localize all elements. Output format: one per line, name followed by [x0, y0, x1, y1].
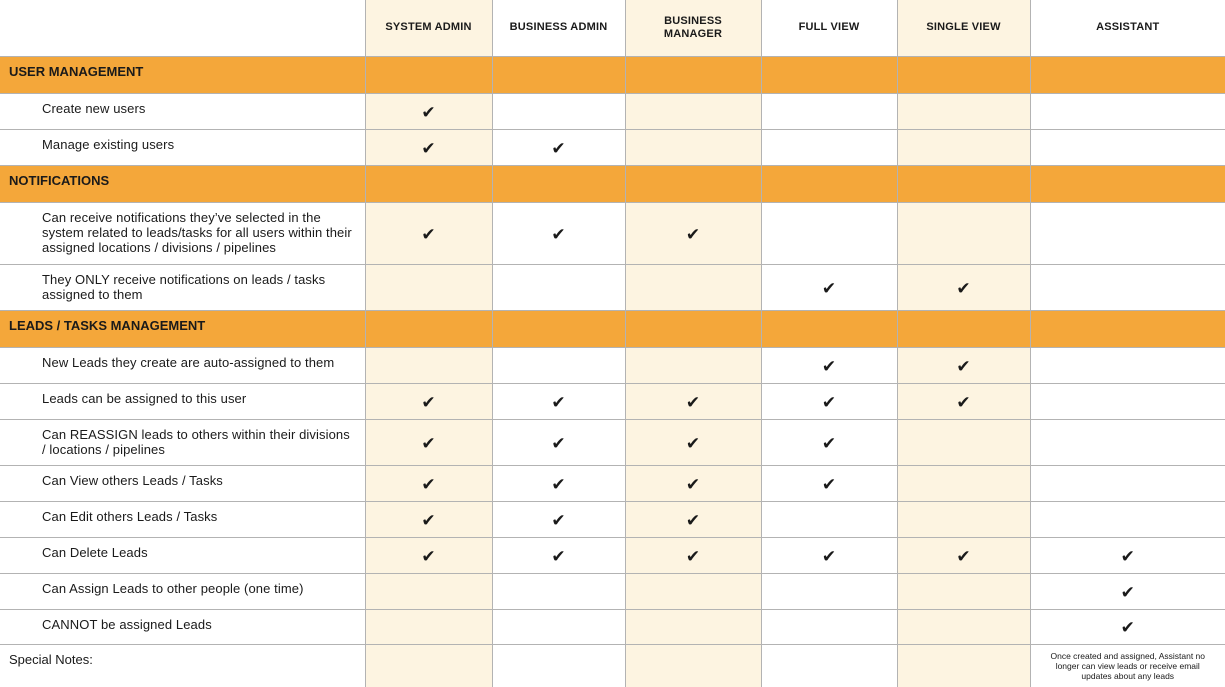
cell-business-manager — [625, 202, 761, 264]
permission-label: Create new users — [0, 93, 365, 129]
permission-label: Can REASSIGN leads to others within their divisions / locations / pipelines — [0, 419, 365, 465]
checkmark-icon: ✔ — [421, 392, 436, 412]
checkmark-icon: ✔ — [685, 433, 701, 453]
cell-full-view — [761, 537, 897, 573]
checkmark-icon: ✔ — [551, 392, 566, 412]
permission-label: Manage existing users — [0, 129, 365, 165]
cell-full-view — [761, 383, 897, 419]
cell-system-admin — [365, 537, 492, 573]
cell-business-manager — [625, 264, 761, 310]
cell-single-view — [897, 537, 1030, 573]
permission-label: Can receive notifications they’ve selected in the system related to leads/tasks for all users within their assigned locations / divisions / pipelines — [0, 202, 365, 264]
permission-row — [0, 129, 1225, 165]
checkmark-icon: ✔ — [421, 102, 436, 122]
checkmark-icon: ✔ — [551, 510, 566, 530]
role-header-business-manager — [625, 0, 761, 56]
cell-full-view — [761, 347, 897, 383]
cell-business-admin — [492, 347, 625, 383]
cell-business-manager — [625, 419, 761, 465]
checkmark-icon: ✔ — [956, 356, 971, 376]
permission-row — [0, 465, 1225, 501]
permission-row — [0, 537, 1225, 573]
permission-label: Leads can be assigned to this user — [0, 383, 365, 419]
permission-row — [0, 264, 1225, 310]
checkmark-icon: ✔ — [551, 546, 566, 566]
cell-business-manager — [625, 93, 761, 129]
permission-row — [0, 419, 1225, 465]
permission-label: Can Edit others Leads / Tasks — [0, 501, 365, 537]
permission-row — [0, 609, 1225, 644]
cell-system-admin — [365, 501, 492, 537]
cell-system-admin — [365, 573, 492, 609]
permission-label: Can Assign Leads to other people (one time) — [0, 573, 365, 609]
cell-full-view — [761, 573, 897, 609]
cell-single-view — [897, 264, 1030, 310]
checkmark-icon: ✔ — [421, 433, 436, 453]
checkmark-icon: ✔ — [821, 474, 837, 494]
cell-single-view — [897, 609, 1030, 644]
section-header-notifications — [0, 165, 1225, 202]
checkmark-icon: ✔ — [821, 278, 837, 298]
cell-business-admin — [492, 419, 625, 465]
cell-assistant — [1030, 573, 1225, 609]
cell-business-admin — [492, 129, 625, 165]
permission-row — [0, 93, 1225, 129]
cell-system-admin — [365, 202, 492, 264]
cell-business-admin — [492, 465, 625, 501]
cell-assistant — [1030, 537, 1225, 573]
checkmark-icon: ✔ — [421, 224, 436, 244]
role-header-assistant: ASSISTANT — [1030, 0, 1225, 56]
checkmark-icon: ✔ — [421, 546, 436, 566]
cell-system-admin — [365, 419, 492, 465]
cell-full-view — [761, 501, 897, 537]
cell-business-admin — [492, 537, 625, 573]
permission-row — [0, 501, 1225, 537]
checkmark-icon: ✔ — [685, 392, 701, 412]
cell-business-admin — [492, 573, 625, 609]
cell-single-view — [897, 573, 1030, 609]
permission-label: CANNOT be assigned Leads — [0, 609, 365, 644]
cell-system-admin — [365, 129, 492, 165]
cell-assistant — [1030, 202, 1225, 264]
cell-business-admin — [492, 383, 625, 419]
permission-row — [0, 202, 1225, 264]
section-title: USER MANAGEMENT — [0, 56, 365, 93]
cell-full-view — [761, 465, 897, 501]
checkmark-icon: ✔ — [551, 138, 566, 158]
cell-business-admin — [492, 202, 625, 264]
checkmark-icon: ✔ — [956, 392, 971, 412]
role-header-business-admin: BUSINESS ADMIN — [492, 0, 625, 56]
cell-business-manager — [625, 465, 761, 501]
checkmark-icon: ✔ — [551, 474, 566, 494]
cell-business-manager — [625, 609, 761, 644]
cell-system-admin — [365, 383, 492, 419]
cell-single-view — [897, 465, 1030, 501]
cell-assistant — [1030, 264, 1225, 310]
cell-business-manager — [625, 129, 761, 165]
cell-full-view — [761, 202, 897, 264]
checkmark-icon: ✔ — [821, 356, 837, 376]
cell-business-manager — [625, 573, 761, 609]
cell-assistant — [1030, 465, 1225, 501]
cell-full-view — [761, 419, 897, 465]
cell-business-manager — [625, 537, 761, 573]
permission-label: Can Delete Leads — [0, 537, 365, 573]
cell-assistant — [1030, 347, 1225, 383]
checkmark-icon: ✔ — [956, 546, 971, 566]
checkmark-icon: ✔ — [421, 474, 436, 494]
cell-single-view — [897, 129, 1030, 165]
header-corner — [0, 0, 365, 56]
cell-business-admin — [492, 609, 625, 644]
cell-single-view — [897, 202, 1030, 264]
checkmark-icon: ✔ — [1120, 546, 1135, 566]
checkmark-icon: ✔ — [821, 546, 837, 566]
cell-business-admin — [492, 264, 625, 310]
cell-system-admin — [365, 609, 492, 644]
cell-full-view — [761, 609, 897, 644]
cell-business-admin — [492, 501, 625, 537]
cell-single-view — [897, 347, 1030, 383]
permission-row — [0, 573, 1225, 609]
role-header-full-view: FULL VIEW — [761, 0, 897, 56]
cell-assistant — [1030, 129, 1225, 165]
cell-system-admin — [365, 465, 492, 501]
cell-assistant — [1030, 419, 1225, 465]
assistant-special-note: Once created and assigned, Assistant no longer can view leads or receive email updates about any leads — [1030, 644, 1225, 687]
cell-business-admin — [492, 93, 625, 129]
section-header-leads-tasks-management — [0, 310, 1225, 347]
cell-assistant — [1030, 93, 1225, 129]
checkmark-icon: ✔ — [956, 278, 971, 298]
checkmark-icon: ✔ — [821, 392, 837, 412]
checkmark-icon: ✔ — [551, 224, 566, 244]
checkmark-icon: ✔ — [821, 433, 837, 453]
role-header-row — [0, 0, 1225, 56]
checkmark-icon: ✔ — [551, 433, 566, 453]
checkmark-icon: ✔ — [1120, 582, 1135, 602]
cell-assistant — [1030, 609, 1225, 644]
checkmark-icon: ✔ — [421, 510, 436, 530]
checkmark-icon: ✔ — [1120, 618, 1135, 637]
checkmark-icon: ✔ — [421, 138, 436, 158]
section-title: NOTIFICATIONS — [0, 165, 365, 202]
cell-assistant — [1030, 501, 1225, 537]
cell-single-view — [897, 501, 1030, 537]
special-notes-label: Special Notes: — [9, 651, 93, 667]
permission-label: Can View others Leads / Tasks — [0, 465, 365, 501]
permission-row — [0, 347, 1225, 383]
cell-business-manager — [625, 347, 761, 383]
cell-assistant — [1030, 383, 1225, 419]
cell-system-admin — [365, 347, 492, 383]
cell-single-view — [897, 383, 1030, 419]
special-notes-row — [0, 644, 1225, 687]
checkmark-icon: ✔ — [685, 546, 701, 566]
checkmark-icon: ✔ — [685, 474, 701, 494]
section-title: LEADS / TASKS MANAGEMENT — [0, 310, 365, 347]
cell-full-view — [761, 129, 897, 165]
cell-single-view — [897, 419, 1030, 465]
checkmark-icon: ✔ — [685, 224, 701, 244]
cell-business-manager — [625, 501, 761, 537]
cell-full-view — [761, 264, 897, 310]
role-header-system-admin: SYSTEM ADMIN — [365, 0, 492, 56]
cell-system-admin — [365, 93, 492, 129]
cell-full-view — [761, 93, 897, 129]
cell-system-admin — [365, 264, 492, 310]
permission-row — [0, 383, 1225, 419]
cell-single-view — [897, 93, 1030, 129]
role-header-single-view: SINGLE VIEW — [897, 0, 1030, 56]
cell-business-manager — [625, 383, 761, 419]
role-header-business-manager-text: BUSINESS MANAGER — [663, 14, 723, 40]
checkmark-icon: ✔ — [685, 510, 701, 530]
permission-label: New Leads they create are auto-assigned to them — [0, 347, 365, 383]
permission-label: They ONLY receive notifications on leads / tasks assigned to them — [0, 264, 365, 310]
section-header-user-management — [0, 56, 1225, 93]
